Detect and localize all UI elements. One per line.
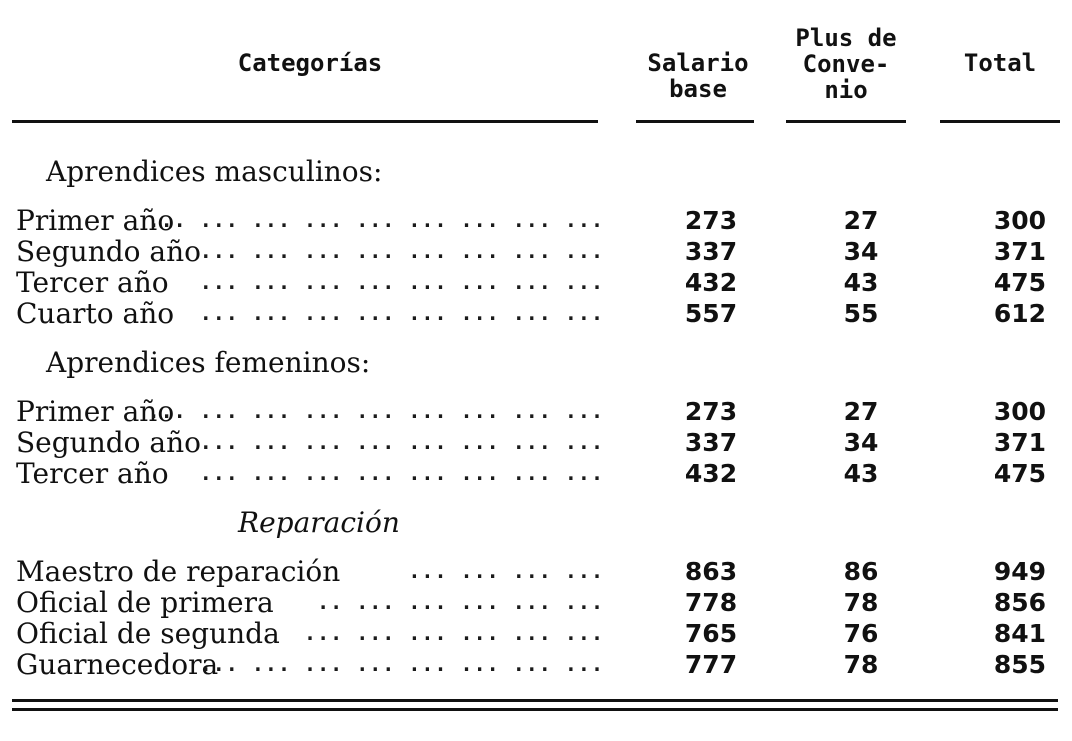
leader-dots: ... ... ... ... ... ... ... ... [199,461,604,485]
cell-total: 855 [993,650,1046,679]
table-row [0,205,1072,236]
cell-plus-convenio: 43 [843,268,879,297]
section-title-aprendices-femeninos: Aprendices femeninos: [46,346,371,379]
cell-plus-convenio: 27 [843,206,879,235]
cell-salario-base: 337 [684,428,738,457]
cell-salario-base: 273 [684,206,738,235]
cell-total: 371 [993,237,1046,266]
cell-total: 949 [993,557,1046,586]
header-plus-de-convenio: Plus de Conve- nio [795,24,897,104]
cell-plus-convenio: 34 [843,428,879,457]
table-row [0,427,1072,458]
cell-total: 841 [993,619,1046,648]
cell-total: 475 [993,459,1046,488]
table-row [0,236,1072,267]
cell-plus-convenio: 86 [843,557,879,586]
cell-salario-base: 863 [684,557,738,586]
row-label: Guarnecedora [16,648,219,681]
row-label: Oficial de segunda [16,617,280,650]
cell-salario-base: 432 [684,268,738,297]
row-label: Segundo año [16,426,202,459]
header-salario-base: Salario base [647,49,749,103]
leader-dots: ... ... ... ... ... ... [304,621,604,645]
header-rule-categorias [12,120,598,123]
table-row [0,649,1072,680]
table-row [0,458,1072,489]
table-row [0,587,1072,618]
leader-dots: ... ... ... ... ... ... ... ... [199,239,604,263]
section-title-aprendices-masculinos: Aprendices masculinos: [46,155,383,188]
row-label: Primer año [16,395,175,428]
table-row [0,556,1072,587]
leader-dots: ... ... ... ... ... ... ... ... [199,652,604,676]
row-label: Segundo año [16,235,202,268]
cell-plus-convenio: 55 [843,299,879,328]
cell-plus-convenio: 78 [843,650,879,679]
cell-salario-base: 432 [684,459,738,488]
table-row [0,396,1072,427]
table-end-rule-top [12,699,1058,702]
leader-dots: ... ... ... ... ... ... ... ... [199,270,604,294]
header-total: Total [963,49,1037,77]
table-row [0,618,1072,649]
cell-salario-base: 273 [684,397,738,426]
cell-plus-convenio: 27 [843,397,879,426]
cell-total: 612 [993,299,1046,328]
cell-total: 371 [993,428,1046,457]
leader-dots: .. ... ... ... ... ... [317,590,604,614]
header-rule-plus-convenio [786,120,906,123]
cell-total: 300 [993,206,1046,235]
header-rule-salario-base [636,120,754,123]
cell-salario-base: 777 [684,650,738,679]
row-label: Cuarto año [16,297,175,330]
cell-total: 300 [993,397,1046,426]
cell-plus-convenio: 34 [843,237,879,266]
cell-plus-convenio: 76 [843,619,879,648]
row-label: Primer año [16,204,175,237]
table-end-rule-bottom [12,708,1058,711]
row-label: Tercer año [16,457,169,490]
table-row [0,298,1072,329]
cell-plus-convenio: 43 [843,459,879,488]
header-categorias: Categorías [237,49,383,77]
cell-salario-base: 765 [684,619,738,648]
cell-salario-base: 557 [684,299,738,328]
row-label: Tercer año [16,266,169,299]
leader-dots: ... ... ... ... ... ... ... ... ... [147,399,604,423]
row-label: Maestro de reparación [16,555,341,588]
leader-dots: ... ... ... ... [408,559,604,583]
cell-total: 856 [993,588,1046,617]
header-rule-total [940,120,1060,123]
cell-salario-base: 337 [684,237,738,266]
row-label: Oficial de primera [16,586,274,619]
section-title-reparacion: Reparación [238,506,400,539]
leader-dots: ... ... ... ... ... ... ... ... [199,430,604,454]
cell-plus-convenio: 78 [843,588,879,617]
leader-dots: ... ... ... ... ... ... ... ... [199,301,604,325]
leader-dots: ... ... ... ... ... ... ... ... ... [147,208,604,232]
cell-salario-base: 778 [684,588,738,617]
cell-total: 475 [993,268,1046,297]
table-row [0,267,1072,298]
